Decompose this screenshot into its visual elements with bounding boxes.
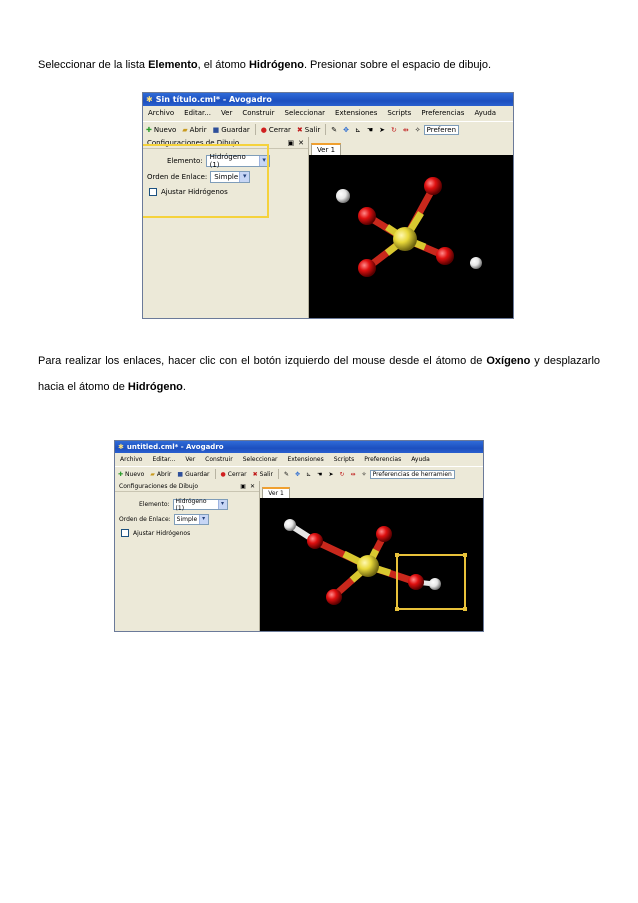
chevron-down-icon: ▾ — [199, 515, 208, 524]
avogadro-app-icon: ✱ — [118, 443, 124, 451]
new-button-label: Nuevo — [153, 125, 177, 134]
tab-ver-1[interactable]: Ver 1 — [262, 487, 290, 498]
rotate-tool-button[interactable] — [388, 126, 400, 134]
highlight-handle — [463, 607, 467, 611]
quit-button-label: Salir — [304, 125, 321, 134]
navigate-icon: ✥ — [294, 470, 301, 478]
bond-centric-icon: ⇹ — [350, 470, 356, 478]
navigate-tool-button[interactable] — [340, 126, 352, 134]
bond-order-select[interactable] — [174, 514, 209, 525]
adjust-hydrogens-row[interactable] — [121, 529, 190, 537]
bond-tool-button[interactable] — [400, 126, 412, 134]
float-icon[interactable]: ▣ — [287, 138, 295, 147]
tool-settings-button[interactable]: Preferencias de herramien — [370, 470, 455, 479]
toolbar-separator — [255, 124, 256, 135]
sulfur-atom — [357, 555, 379, 577]
adjust-hydrogens-checkbox[interactable] — [121, 529, 129, 537]
pointer-icon: ➤ — [379, 125, 386, 134]
hydrogen-atom — [336, 189, 350, 203]
draw-tool-button[interactable] — [328, 126, 340, 134]
menu-editar[interactable]: Editar... — [152, 456, 176, 463]
bond-order-value: Simple — [176, 516, 198, 523]
rotate-icon: ↻ — [391, 125, 397, 134]
oxygen-atom — [307, 533, 323, 549]
avogadro-window-2 — [114, 440, 484, 632]
float-icon[interactable]: ▣ — [240, 482, 246, 490]
drawing-settings-panel — [115, 481, 260, 631]
element-select[interactable] — [173, 499, 228, 510]
title-bar — [143, 93, 513, 106]
hydrogen-atom — [284, 519, 296, 531]
highlight-handle — [395, 607, 399, 611]
panel-header — [115, 481, 259, 492]
draw-tool-button[interactable] — [281, 471, 292, 478]
highlight-handle — [395, 553, 399, 557]
bond-order-value: Simple — [214, 173, 239, 181]
element-value: Hidrógeno (1) — [209, 153, 246, 169]
highlight-handle — [463, 553, 467, 557]
menu-construir[interactable]: Construir — [205, 456, 233, 463]
menu-ver[interactable]: Ver — [185, 456, 196, 463]
select-tool-button[interactable] — [376, 126, 388, 134]
menu-seleccionar[interactable]: Seleccionar — [284, 109, 326, 117]
toolbar-separator — [278, 469, 279, 479]
molecule-svg — [260, 498, 483, 631]
panel-title: Configuraciones de Dibujo — [119, 482, 199, 490]
folder-icon: ▰ — [150, 470, 155, 478]
close-button[interactable] — [258, 126, 294, 134]
open-button[interactable] — [179, 126, 209, 134]
close-icon[interactable]: ✕ — [249, 482, 255, 490]
adjust-hydrogens-label: Ajustar Hidrógenos — [161, 188, 228, 196]
menu-scripts[interactable]: Scripts — [333, 456, 355, 463]
quit-button-label: Salir — [259, 470, 273, 478]
close-button[interactable] — [218, 471, 250, 478]
rotate-tool-button[interactable] — [336, 471, 347, 478]
close-doc-icon: ● — [220, 470, 226, 478]
view-tab-bar — [260, 481, 483, 498]
autoopt-icon: ✧ — [414, 125, 421, 134]
new-button[interactable] — [143, 126, 179, 134]
text: Para realizar los enlaces, hacer clic con el botón izquierdo del mouse desde el átomo de — [38, 355, 487, 367]
adjust-hydrogens-label: Ajustar Hidrógenos — [133, 529, 191, 537]
bold-term-hidrogeno: Hidrógeno — [127, 381, 183, 393]
instruction-paragraph-2 — [38, 348, 600, 400]
menu-extensiones[interactable]: Extensiones — [287, 456, 324, 463]
hydrogen-atom — [470, 257, 482, 269]
element-label: Elemento: — [167, 157, 203, 165]
bold-term-elemento: Elemento — [148, 59, 198, 71]
pencil-icon: ✎ — [331, 125, 338, 134]
pointer-icon: ➤ — [328, 470, 334, 478]
view-tab-bar — [309, 137, 513, 155]
select-tool-button[interactable] — [325, 471, 336, 478]
instruction-paragraph-1 — [38, 52, 600, 78]
save-button-label: Guardar — [185, 470, 210, 478]
auto-optimize-button[interactable] — [359, 471, 370, 478]
toolbar — [115, 466, 483, 482]
autoopt-icon: ✧ — [361, 470, 367, 478]
text: , el átomo — [197, 59, 249, 71]
oxygen-atom — [326, 589, 342, 605]
close-button-label: Cerrar — [227, 470, 247, 478]
text: . Presionar sobre el espacio de dibujo. — [303, 59, 492, 71]
rotate-icon: ↻ — [339, 470, 345, 478]
molecule-viewport[interactable] — [309, 155, 513, 318]
element-row — [139, 499, 228, 510]
oxygen-atom — [376, 526, 392, 542]
new-file-icon: ✚ — [146, 125, 152, 134]
window-title: Sin título.cml* - Avogadro — [155, 95, 272, 104]
quit-icon: ✖ — [296, 125, 303, 134]
toolbar — [143, 121, 513, 138]
measure-tool-button[interactable] — [352, 126, 364, 134]
chevron-down-icon: ▾ — [218, 500, 227, 509]
oxygen-atom — [358, 259, 376, 277]
menu-preferencias[interactable]: Preferencias — [364, 456, 402, 463]
bond-tool-button[interactable] — [348, 471, 359, 478]
panel-title: Configuraciones de Dibujo — [147, 138, 240, 147]
open-button-label: Abrir — [189, 125, 207, 134]
menu-construir[interactable]: Construir — [242, 109, 275, 117]
menu-bar — [143, 107, 513, 119]
bond-order-label: Orden de Enlace: — [119, 516, 171, 523]
open-button[interactable] — [147, 471, 174, 478]
bond-order-label: Orden de Enlace: — [147, 173, 208, 181]
title-bar — [115, 441, 483, 453]
folder-icon: ▰ — [182, 125, 188, 134]
hand-icon: ☚ — [366, 125, 374, 134]
bold-term-oxigeno: Oxígeno — [486, 355, 531, 367]
avogadro-window-1 — [142, 92, 514, 319]
navigate-icon: ✥ — [343, 125, 350, 134]
measure-icon: ⊾ — [355, 125, 361, 134]
element-label: Elemento: — [139, 501, 170, 508]
menu-seleccionar[interactable]: Seleccionar — [242, 456, 278, 463]
bold-term-hidrogeno: Hidrógeno — [248, 59, 304, 71]
navigate-tool-button[interactable] — [292, 471, 303, 478]
bond-order-row — [119, 514, 209, 525]
chevron-down-icon: ▾ — [259, 156, 269, 166]
menu-archivo[interactable]: Archivo — [120, 456, 143, 463]
window-title: untitled.cml* - Avogadro — [126, 443, 224, 451]
chevron-down-icon: ▾ — [239, 172, 249, 182]
close-icon[interactable]: ✕ — [298, 138, 304, 147]
pencil-icon: ✎ — [283, 470, 289, 478]
open-button-label: Abrir — [156, 470, 172, 478]
toolbar-separator — [215, 469, 216, 479]
save-button[interactable] — [210, 126, 253, 134]
menu-ver[interactable]: Ver — [220, 109, 233, 117]
new-button-label: Nuevo — [125, 470, 145, 478]
close-button-label: Cerrar — [268, 125, 291, 134]
save-button-label: Guardar — [221, 125, 250, 134]
molecule-svg — [309, 155, 513, 318]
oxygen-atom — [408, 574, 424, 590]
tab-ver-1[interactable]: Ver 1 — [311, 143, 341, 155]
menu-bar — [115, 454, 483, 465]
element-value: Hidrógeno (1) — [175, 497, 207, 512]
manipulate-tool-button[interactable] — [364, 126, 376, 134]
menu-archivo[interactable]: Archivo — [148, 109, 175, 117]
text: y desplazarlo hacia el átomo de — [38, 355, 601, 393]
tool-settings-button[interactable]: Preferen — [424, 125, 459, 135]
avogadro-app-icon: ✱ — [146, 95, 153, 104]
close-doc-icon: ● — [260, 125, 267, 134]
auto-optimize-button[interactable] — [412, 126, 424, 134]
oxygen-atom — [424, 177, 442, 195]
quit-button[interactable] — [250, 471, 276, 478]
manipulate-tool-button[interactable] — [314, 471, 325, 478]
hydrogen-atom — [429, 578, 441, 590]
oxygen-atom — [436, 247, 454, 265]
save-button[interactable] — [174, 471, 212, 478]
molecule-viewport[interactable] — [260, 498, 483, 631]
text: . — [182, 381, 186, 393]
bond-centric-icon: ⇹ — [402, 125, 409, 134]
menu-preferencias[interactable]: Preferencias — [421, 109, 465, 117]
text: Seleccionar de la lista — [38, 59, 149, 71]
highlight-box — [142, 144, 269, 218]
toolbar-separator — [325, 124, 326, 135]
menu-ayuda[interactable]: Ayuda — [411, 456, 430, 463]
new-file-icon: ✚ — [118, 470, 124, 478]
oxygen-atom — [358, 207, 376, 225]
hand-icon: ☚ — [317, 470, 323, 478]
floppy-icon: ■ — [177, 470, 184, 478]
quit-button[interactable] — [294, 126, 323, 134]
measure-icon: ⊾ — [306, 470, 312, 478]
quit-icon: ✖ — [252, 470, 258, 478]
menu-editar[interactable]: Editar... — [184, 109, 211, 117]
menu-extensiones[interactable]: Extensiones — [335, 109, 378, 117]
sulfur-atom — [393, 227, 417, 251]
menu-ayuda[interactable]: Ayuda — [474, 109, 497, 117]
measure-tool-button[interactable] — [303, 471, 314, 478]
menu-scripts[interactable]: Scripts — [387, 109, 412, 117]
floppy-icon: ■ — [212, 125, 220, 134]
new-button[interactable] — [115, 471, 147, 478]
